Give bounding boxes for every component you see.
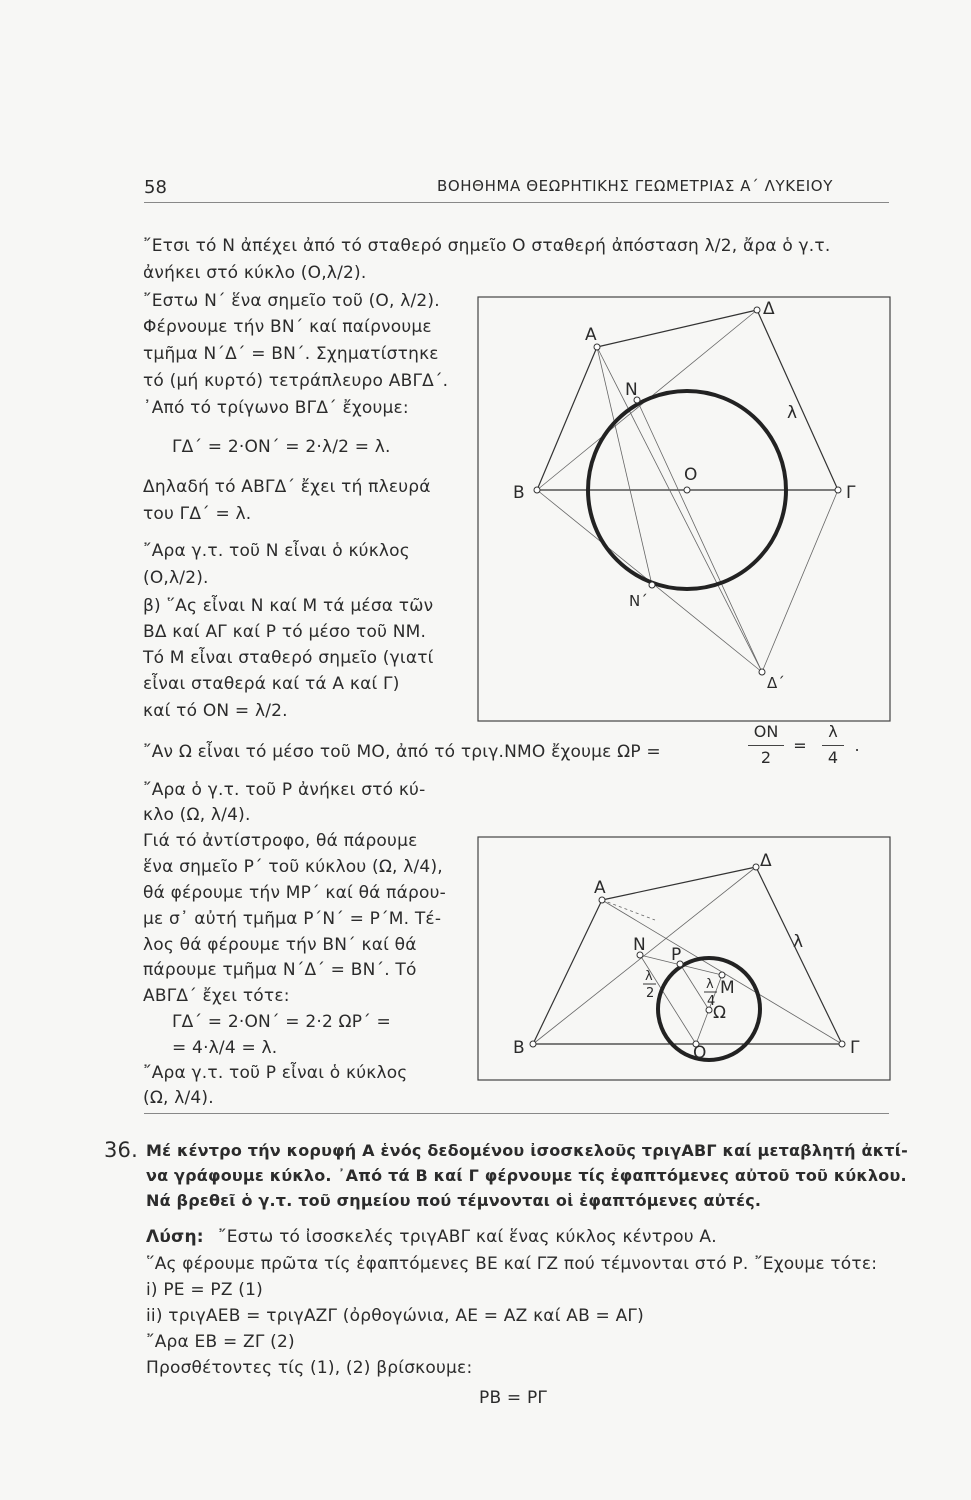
text-line: ῎Αρα γ.τ. τοῦ Ν εἶναι ὁ κύκλος bbox=[143, 541, 410, 561]
point-d bbox=[753, 864, 759, 870]
label-d: Δ bbox=[763, 299, 775, 319]
solution-line: Προσθέτοντες τίς (1), (2) βρίσκουμε: bbox=[146, 1358, 473, 1378]
side-ab bbox=[533, 900, 602, 1044]
problem-number: 36. bbox=[104, 1138, 138, 1162]
running-title: ΒΟΗΘΗΜΑ ΘΕΩΡΗΤΙΚΗΣ ΓΕΩΜΕΤΡΙΑΣ Α΄ ΛΥΚΕΙΟΥ bbox=[437, 177, 833, 195]
label-g: Γ bbox=[850, 1038, 860, 1058]
label-lambda: λ bbox=[787, 403, 798, 423]
solution-line: ῞Ας φέρουμε πρῶτα τίς ἐφαπτόμενες ΒΕ καί ΓΖ πού τέμνονται στό Ρ. ῎Εχουμε τότε: bbox=[146, 1254, 878, 1274]
text-line: β) ῞Ας εἶναι Ν καί Μ τά μέσα τῶν bbox=[143, 596, 434, 616]
label-a: A bbox=[594, 878, 606, 898]
problem-statement-line: να γράφουμε κύκλο. ᾿Από τά Β καί Γ φέρνουμε τίς ἐφαπτόμενες αὐτοῦ τοῦ κύκλου. bbox=[146, 1166, 907, 1185]
fraction-lambda-denominator: 4 bbox=[827, 748, 839, 767]
page-number: 58 bbox=[144, 177, 167, 198]
text-line: του ΓΔ΄ = λ. bbox=[143, 504, 252, 524]
text-line: ῎Ετσι τό Ν ἀπέχει ἀπό τό σταθερό σημεῖο Ο σταθερή ἀπόσταση λ/2, ἄρα ὁ γ.τ. bbox=[143, 236, 831, 256]
text-line: Φέρνουμε τήν ΒΝ΄ καί παίρνουμε bbox=[143, 317, 432, 337]
label-b: B bbox=[513, 1038, 525, 1058]
fraction-on-denominator: 2 bbox=[760, 748, 772, 767]
label-d2: Δ΄ bbox=[767, 674, 785, 692]
text-line: εἶναι σταθερά καί τά Α καί Γ) bbox=[143, 674, 400, 694]
solution-label: Λύση: bbox=[146, 1227, 204, 1247]
text-line: ΑΒΓΔ΄ ἔχει τότε: bbox=[143, 986, 290, 1006]
text-line: ῎Εστω Ν΄ ἕνα σημεῖο τοῦ (Ο, λ/2). bbox=[143, 291, 440, 311]
label-p: P bbox=[671, 945, 682, 965]
label-d: Δ bbox=[760, 851, 772, 871]
label-n: N bbox=[633, 935, 646, 955]
label-m: M bbox=[720, 978, 735, 998]
frac-right-den: 4 bbox=[707, 994, 716, 1009]
text-line: θά φέρουμε τήν ΜΡ΄ καί θά πάρου- bbox=[143, 883, 446, 903]
side-ad bbox=[602, 867, 756, 900]
point-g bbox=[839, 1041, 845, 1047]
text-line: (Ω, λ/4). bbox=[143, 1088, 214, 1108]
side-dg bbox=[756, 867, 842, 1044]
text-line: καί τό ΟΝ = λ/2. bbox=[143, 701, 288, 721]
solution-line: ῎Αρα ΕΒ = ΖΓ (2) bbox=[146, 1332, 295, 1352]
point-b bbox=[530, 1041, 536, 1047]
label-lambda: λ bbox=[793, 932, 804, 952]
text-line: = 4·λ/4 = λ. bbox=[172, 1038, 278, 1058]
frac-left-den: 2 bbox=[646, 986, 655, 1001]
problem-statement-line: Νά βρεθεῖ ὁ γ.τ. τοῦ σημείου πού τέμνονται οἱ ἐφαπτόμενες αὐτές. bbox=[146, 1191, 762, 1210]
text-line: ἀνήκει στό κύκλο (Ο,λ/2). bbox=[143, 263, 367, 283]
text-line: τό (μή κυρτό) τετράπλευρο ΑΒΓΔ΄. bbox=[143, 371, 449, 391]
segment-a-dash bbox=[602, 900, 655, 920]
fraction-on-numerator: ΟΝ bbox=[753, 722, 779, 741]
label-n: N bbox=[625, 380, 638, 400]
label-a: A bbox=[585, 325, 597, 345]
solution-first-line: ῎Εστω τό ἰσοσκελές τριγΑΒΓ καί ἕνας κύκλος κέντρου Α. bbox=[218, 1227, 717, 1247]
label-g: Γ bbox=[846, 483, 856, 503]
solution-result: ΡΒ = ΡΓ bbox=[479, 1388, 548, 1408]
text-line: με σ᾿ αὐτή τμῆμα Ρ΄Ν΄ = Ρ΄Μ. Τέ- bbox=[143, 909, 442, 929]
text-line: ΒΔ καί ΑΓ καί Ρ τό μέσο τοῦ ΝΜ. bbox=[143, 622, 427, 642]
section-rule bbox=[144, 1113, 889, 1114]
fraction-equals: = bbox=[793, 736, 807, 755]
text-line: ἕνα σημεῖο Ρ΄ τοῦ κύκλου (Ω, λ/4), bbox=[143, 857, 443, 877]
label-o: O bbox=[684, 465, 698, 485]
solution-line: ii) τριγΑΕΒ = τριγΑΖΓ (ὀρθογώνια, ΑΕ = ΑΖ καί ΑΒ = ΑΓ) bbox=[146, 1306, 644, 1326]
text-line: Τό Μ εἶναι σταθερό σημεῖο (γιατί bbox=[143, 648, 434, 668]
text-line: τμῆμα Ν΄Δ΄ = ΒΝ΄. Σχηματίστηκε bbox=[143, 344, 439, 364]
label-w: Ω bbox=[713, 1003, 726, 1023]
label-b: B bbox=[513, 483, 525, 503]
text-line: Γιά τό ἀντίστροφο, θά πάρουμε bbox=[143, 831, 418, 851]
text-line: πάρουμε τμῆμα Ν΄Δ΄ = ΒΝ΄. Τό bbox=[143, 960, 417, 980]
text-line: Δηλαδή τό ΑΒΓΔ΄ ἔχει τή πλευρά bbox=[143, 477, 431, 497]
fraction-lambda-numerator: λ bbox=[828, 722, 838, 741]
text-line: ᾿Από τό τρίγωνο ΒΓΔ΄ ἔχουμε: bbox=[143, 398, 409, 418]
frac-left-num: λ bbox=[645, 969, 653, 984]
label-o: O bbox=[693, 1043, 707, 1063]
text-line: ΓΔ΄ = 2·ΟΝ΄ = 2·2 ΩΡ΄ = bbox=[172, 1012, 391, 1032]
text-line: ῎Αρα ὁ γ.τ. τοῦ Ρ ἀνήκει στό κύ- bbox=[143, 780, 426, 800]
text-line: κλο (Ω, λ/4). bbox=[143, 805, 251, 825]
frac-right-num: λ bbox=[706, 977, 714, 992]
problem-statement-line: Μέ κέντρο τήν κορυφή Α ἑνός δεδομένου ἰσοσκελοῦς τριγΑΒΓ καί μεταβλητή ἀκτί- bbox=[146, 1141, 908, 1160]
text-line: (Ο,λ/2). bbox=[143, 568, 209, 588]
label-n2: N΄ bbox=[629, 592, 648, 610]
text-line: ῎Αρα γ.τ. τοῦ Ρ εἶναι ὁ κύκλος bbox=[143, 1063, 408, 1083]
fraction-period: . bbox=[854, 736, 860, 755]
omega-line: ῎Αν Ω εἶναι τό μέσο τοῦ ΜΟ, ἀπό τό τριγ.ΝΜΟ ἔχουμε ΩΡ = bbox=[143, 742, 661, 762]
solution-line: i) ΡΕ = ΡΖ (1) bbox=[146, 1280, 263, 1300]
text-line: λος θά φέρουμε τήν ΒΝ΄ καί θά bbox=[143, 935, 417, 955]
text-line: ΓΔ΄ = 2·ΟΝ΄ = 2·λ/2 = λ. bbox=[172, 437, 391, 457]
